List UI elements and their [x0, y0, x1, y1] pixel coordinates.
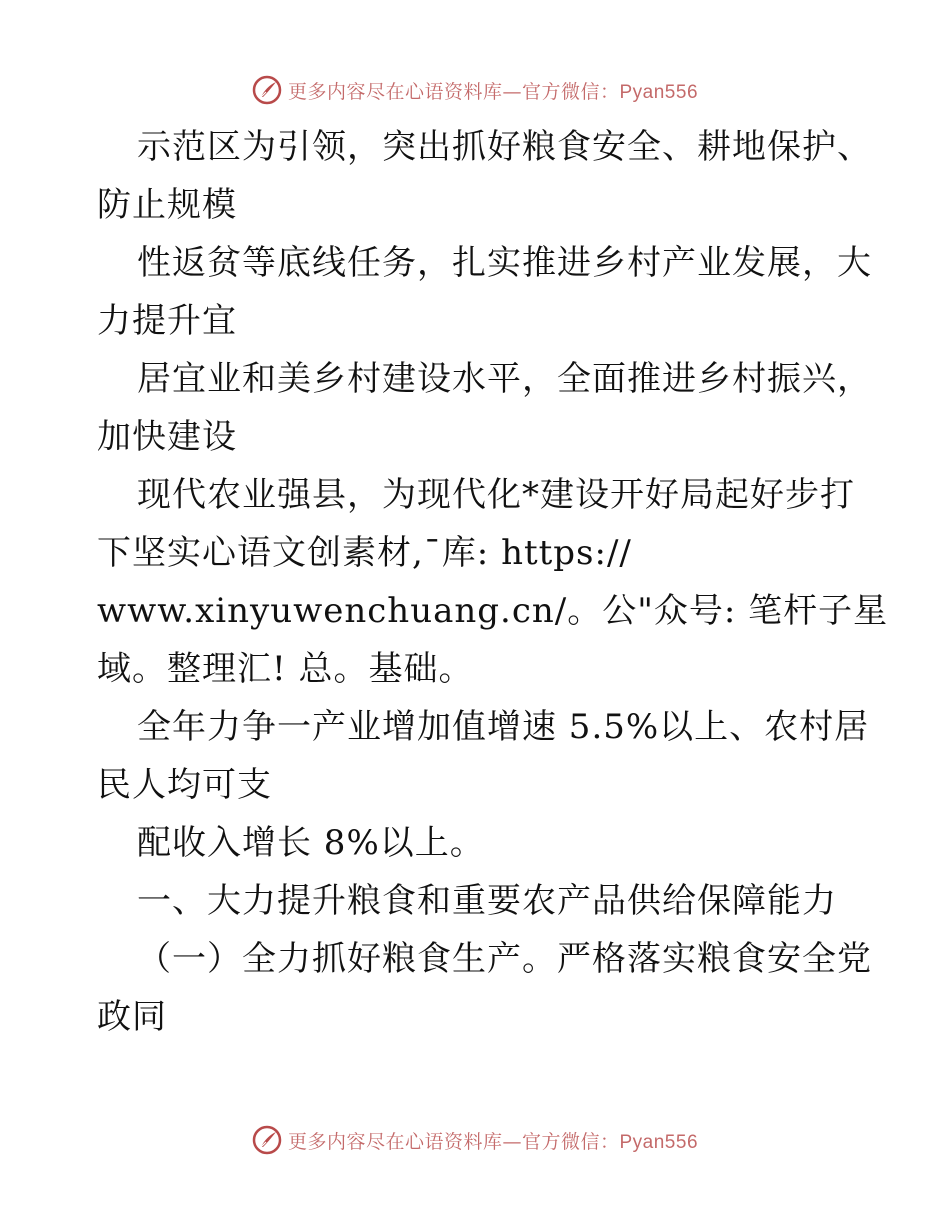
watermark-wechat-id: Pyan556 [619, 1131, 699, 1153]
body-line: 现代农业强县，为现代化*建设开好局起好步打 [137, 475, 855, 515]
body-line: （一）全力抓好粮食生产。严格落实粮食安全党 [137, 939, 872, 979]
body-line: 全年力争一产业增加值增速 5.5%以上、农村居 [137, 707, 870, 747]
feather-pen-icon [252, 1125, 282, 1155]
body-line: www.xinyuwenchuang.cn/。公"众号: 笔杆子星 [97, 591, 889, 631]
body-line: 力提升宜 [97, 301, 237, 341]
watermark-label: 更多内容尽在心语资料库—官方微信： [287, 80, 620, 103]
section-heading: 一、大力提升粮食和重要农产品供给保障能力 [137, 881, 837, 921]
watermark-text [288, 1127, 698, 1154]
body-line: 政同 [97, 997, 167, 1037]
watermark-text [288, 77, 698, 104]
body-line: 下坚实心语文创素材,¯库: https:// [97, 533, 632, 573]
watermark-label: 更多内容尽在心语资料库—官方微信： [287, 1130, 620, 1153]
body-line: 性返贫等底线任务，扎实推进乡村产业发展，大 [137, 243, 872, 283]
body-line: 配收入增长 8%以上。 [137, 823, 485, 863]
body-line: 示范区为引领，突出抓好粮食安全、耕地保护、 [137, 127, 872, 167]
header-watermark [0, 72, 950, 108]
document-body [97, 118, 889, 1046]
body-line: 民人均可支 [97, 765, 272, 805]
body-line: 加快建设 [97, 417, 237, 457]
footer-watermark [0, 1122, 950, 1158]
feather-pen-icon [252, 75, 282, 105]
body-line: 域。整理汇! 总。基础。 [97, 649, 474, 689]
body-line: 居宜业和美乡村建设水平，全面推进乡村振兴， [137, 359, 872, 399]
body-line: 防止规模 [97, 185, 237, 225]
watermark-wechat-id: Pyan556 [619, 81, 699, 103]
